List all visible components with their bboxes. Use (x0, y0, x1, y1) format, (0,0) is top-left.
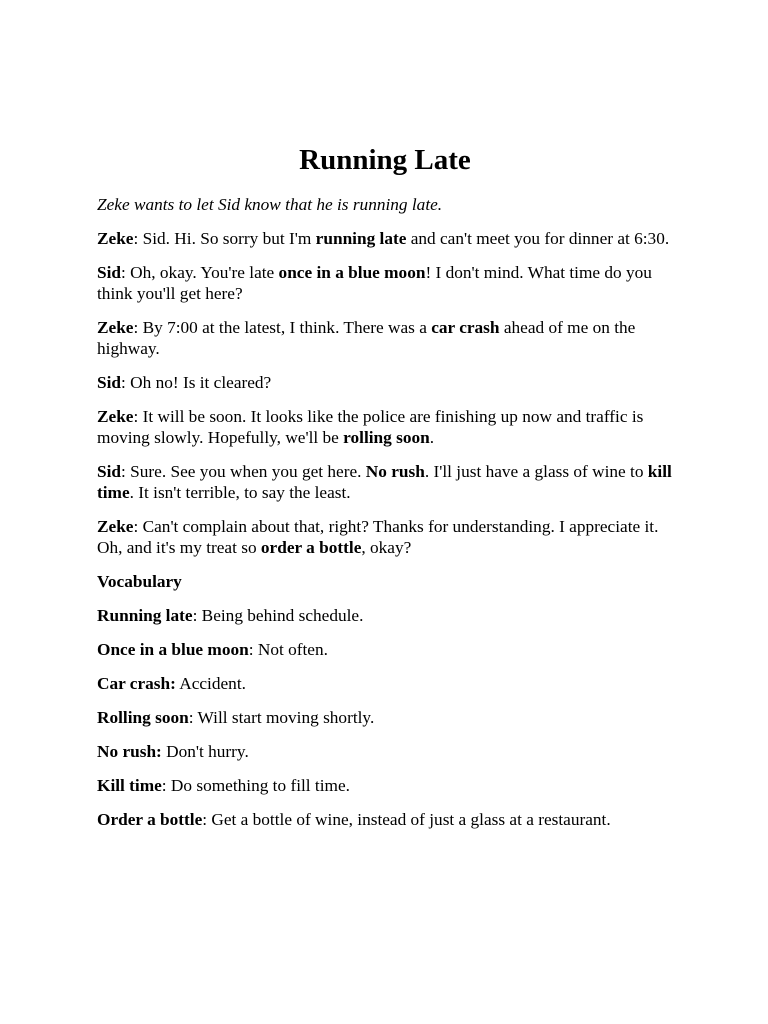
vocabulary-list (97, 605, 677, 830)
vocabulary-definition: Accident. (175, 674, 246, 693)
dialogue-line-sid-1: Sid: Oh, okay. You're late once in a blue moon! I don't mind. What time do you think you'll get here? (97, 263, 652, 303)
speaker-name: Zeke (97, 229, 134, 248)
speaker-name: Sid (97, 462, 122, 481)
idiom-highlight: running late (315, 229, 407, 248)
vocabulary-term: Rolling soon (97, 708, 189, 727)
idiom-highlight: rolling soon (343, 428, 430, 447)
speaker-name: Sid (97, 373, 122, 392)
dialogue-line-zeke-3: Zeke: It will be soon. It looks like the police are finishing up now and traffic is moving slowly. Hopefully, we'll be rolling soon. (97, 407, 644, 447)
dialogue-line-sid-2: Sid: Oh no! Is it cleared? (97, 373, 272, 392)
vocabulary-definition: : Get a bottle of wine, instead of just a glass at a restaurant. (202, 810, 611, 829)
dialogue (97, 228, 677, 558)
vocabulary-term: Car crash: (97, 674, 176, 693)
speaker-name: Zeke (97, 318, 134, 337)
speaker-name: Sid (97, 263, 122, 282)
vocabulary-item (97, 639, 677, 660)
idiom-highlight: once in a blue moon (278, 263, 426, 282)
vocabulary-term: Running late (97, 606, 193, 625)
vocabulary-item (97, 741, 677, 762)
vocabulary-item (97, 707, 677, 728)
idiom-highlight: car crash (431, 318, 500, 337)
vocabulary-definition: : Do something to fill time. (161, 776, 350, 795)
vocabulary-item (97, 775, 677, 796)
vocabulary-item (97, 673, 677, 694)
speaker-name: Zeke (97, 517, 134, 536)
vocabulary-term: Kill time (97, 776, 162, 795)
intro-text: Zeke wants to let Sid know that he is running late. (97, 195, 443, 214)
vocabulary-definition: Don't hurry. (161, 742, 249, 761)
vocabulary-definition: : Being behind schedule. (192, 606, 364, 625)
dialogue-line-zeke-4: Zeke: Can't complain about that, right? Thanks for understanding. I appreciate it. Oh, and it's my treat so order a bottle, okay? (97, 517, 659, 557)
dialogue-line-zeke-2: Zeke: By 7:00 at the latest, I think. There was a car crash ahead of me on the highway. (97, 318, 636, 358)
idiom-highlight: order a bottle (260, 538, 362, 557)
document-title: Running Late (299, 144, 471, 176)
vocabulary-definition: : Will start moving shortly. (188, 708, 375, 727)
vocabulary-item (97, 809, 677, 830)
vocabulary-definition: : Not often. (248, 640, 328, 659)
vocabulary-item (97, 605, 677, 626)
idiom-highlight: kill time (97, 462, 672, 502)
vocabulary-term: Once in a blue moon (97, 640, 249, 659)
vocabulary-term: No rush: (97, 742, 162, 761)
vocabulary-heading: Vocabulary (97, 572, 182, 591)
dialogue-line-zeke-1: Zeke: Sid. Hi. So sorry but I'm running late and can't meet you for dinner at 6:30. (97, 229, 670, 248)
vocabulary-term: Order a bottle (97, 810, 203, 829)
idiom-highlight: No rush (365, 462, 425, 481)
dialogue-line-sid-3: Sid: Sure. See you when you get here. No rush. I'll just have a glass of wine to kill time. It isn't terrible, to say the least. (97, 462, 672, 502)
speaker-name: Zeke (97, 407, 134, 426)
document-page (97, 140, 677, 830)
